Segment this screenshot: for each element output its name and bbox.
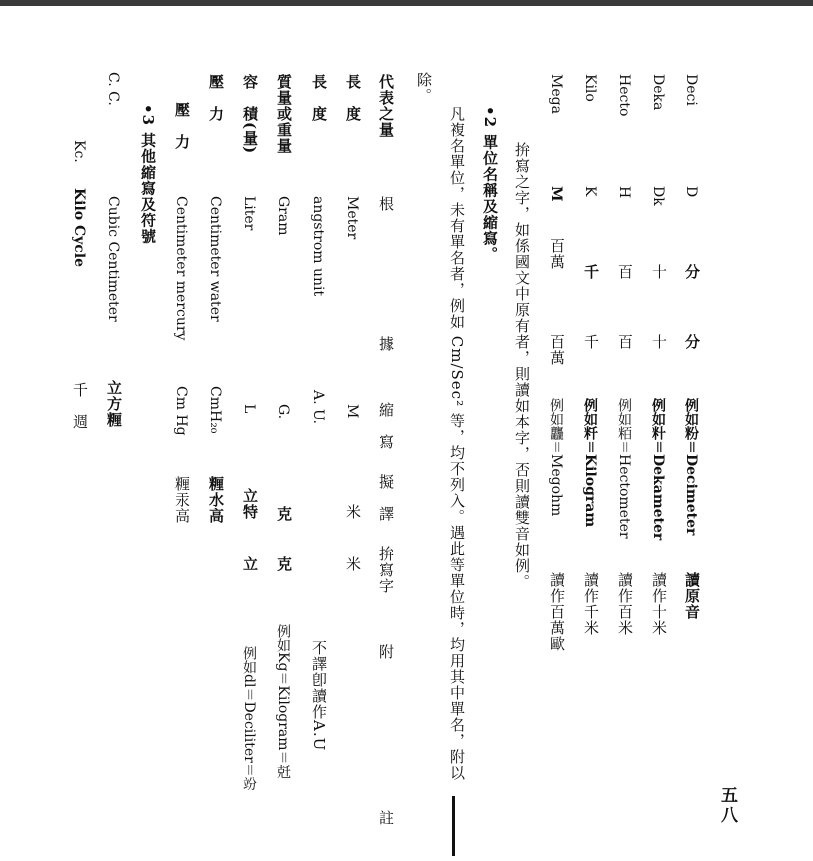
prefix-example-deci: 例如粉＝Decimeter: [683, 398, 699, 536]
row-trans: 米: [344, 504, 362, 520]
row-note: 例如dl＝Deciliter＝竕: [241, 646, 257, 791]
row-note: 不譯卽讀作A.U: [310, 640, 328, 752]
prefix-zh1-hecto: 百: [616, 264, 634, 280]
prefix-zh2-deka: 十: [650, 334, 668, 350]
section3-heading: •3 其他縮寫及符號: [139, 104, 157, 245]
other-meaning: 立方糎: [105, 380, 123, 428]
section2-heading: •2 單位名稱及縮寫。: [481, 106, 499, 263]
prefix-example-hecto: 例如粨＝Hectometer: [616, 398, 632, 539]
header-translation: 擬 譯: [377, 474, 395, 522]
row-unit: angstrom unit: [310, 196, 326, 297]
row-note: 例如Kg＝Kilogram＝兛: [275, 624, 291, 779]
row-quantity: 壓 力: [207, 74, 225, 122]
row-abbr: G.: [275, 404, 291, 420]
row-quantity: 長 度: [344, 74, 362, 122]
prefix-symbol-deka: Dk: [650, 186, 666, 206]
page-number: 五八: [717, 786, 737, 826]
header-spelling: 拚寫字: [377, 546, 395, 594]
row-trans: 糎汞高: [173, 476, 191, 524]
other-full: Cubic Centimeter: [105, 196, 121, 322]
row-quantity: 壓 力: [173, 102, 191, 150]
row-abbr: Cm Hg: [173, 386, 189, 436]
header-basis: 根: [377, 196, 395, 212]
other-abbr: C. C.: [105, 72, 121, 106]
section2-paragraph: 凡複名單位，未有單名者，例如 Cm/Sec² 等，均不列入。遇此等單位時，均用其中單名，附以: [448, 106, 466, 781]
prefix-read-deci: 讀原音: [683, 572, 701, 620]
other-full: Kilo Cycle: [71, 188, 87, 268]
prefix-read-kilo: 讀作千米: [582, 572, 600, 636]
prefix-read-hecto: 讀作百米: [616, 572, 634, 636]
section2-paragraph-end: 除。: [415, 72, 433, 104]
prefix-example-kilo: 例如粁＝Kilogram: [582, 398, 598, 528]
prefix-zh2-kilo: 千: [582, 334, 600, 350]
prefix-name-deka: Deka: [650, 74, 666, 111]
row-quantity: 長 度: [310, 74, 328, 122]
prefix-read-deka: 讀作十米: [650, 572, 668, 636]
row-spell: 克: [275, 556, 293, 572]
prefix-name-mega: Mega: [548, 74, 564, 114]
other-abbr: Kc.: [71, 140, 87, 163]
row-abbr: A. U.: [310, 390, 326, 424]
row-quantity: 容 積(量): [241, 74, 259, 155]
prefix-symbol-kilo: K: [582, 186, 598, 197]
prefix-symbol-mega: M: [548, 186, 564, 202]
row-trans: 克: [275, 506, 293, 522]
row-abbr: M: [344, 404, 360, 419]
other-meaning: 千 週: [71, 382, 89, 430]
prefix-symbol-hecto: H: [616, 186, 632, 199]
header-abbreviation: 縮 寫: [377, 402, 395, 450]
header-source: 據: [377, 336, 395, 352]
row-unit: Centimeter mercury: [173, 196, 189, 341]
prefix-zh1-mega: 百萬: [548, 238, 566, 270]
header-note: 註: [377, 810, 395, 826]
book-page: [0, 6, 813, 861]
prefix-read-mega: 讀作百萬歐: [548, 572, 566, 652]
row-abbr: L: [241, 404, 257, 414]
prefix-zh1-deci: 分: [683, 264, 701, 280]
prefix-zh2-mega: 百萬: [548, 334, 566, 366]
long-dash: [452, 796, 455, 856]
prefix-example-deka: 例如籵＝Dekameter: [650, 398, 666, 541]
row-unit: Centimeter water: [207, 196, 223, 322]
header-quantity: 代表之量: [377, 74, 395, 138]
row-spell: 立: [241, 556, 259, 572]
row-unit: Liter: [241, 196, 257, 231]
row-abbr: CmH₂₀: [207, 386, 223, 434]
prefix-example-mega: 例如龘＝Megohm: [548, 398, 564, 517]
row-trans: 糎水高: [207, 476, 225, 524]
row-unit: Meter: [344, 196, 360, 240]
prefix-zh2-hecto: 百: [616, 334, 634, 350]
prefix-name-deci: Deci: [683, 74, 699, 106]
prefix-zh2-deci: 分: [683, 334, 701, 350]
row-quantity: 質量或重量: [275, 74, 293, 154]
prefix-symbol-deci: D: [683, 186, 699, 198]
row-unit: Gram: [275, 196, 291, 236]
header-attach: 附: [377, 644, 395, 660]
prefix-zh1-kilo: 千: [582, 264, 600, 280]
row-trans: 立特: [241, 488, 259, 520]
note-line: 拚寫之字，如係國文中原有者，則讀如本字，否則讀雙音如例。: [513, 142, 531, 590]
prefix-zh1-deka: 十: [650, 264, 668, 280]
prefix-name-hecto: Hecto: [616, 74, 632, 117]
prefix-name-kilo: Kilo: [582, 74, 598, 102]
row-spell: 米: [344, 556, 362, 572]
